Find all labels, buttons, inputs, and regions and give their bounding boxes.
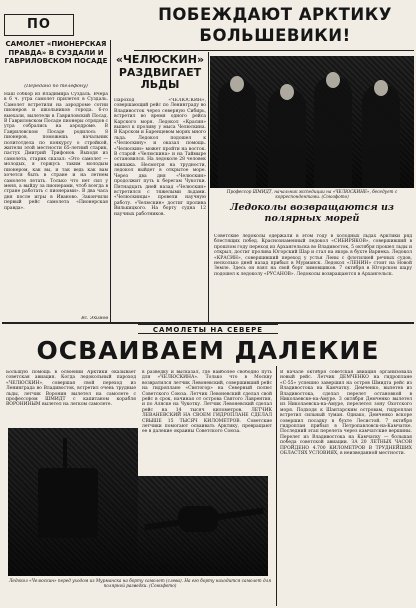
col1-body: Большую помощь в освоении Арктики оказывает советская авиация. Когда ледокольный пароход «ЧЕЛЮСКИН», совершая свой переход из Ленинграда во Владивосток, встретил очень трудные льды, летчик Воронин вылетел на самолете с профессором ШМИДТ с капитаном корабля ВОРОНИНЫМ вылетел на легком самолете.: [6, 370, 136, 408]
aircraft-photo: [138, 476, 268, 576]
person-face: [374, 80, 388, 96]
column-rule: [276, 366, 277, 606]
ice-story-headline: Ледоколы возвращаются из полярных морей: [230, 202, 394, 224]
arctic-photo-caption: Профессор ШМИДТ, начальник экспедиции на «ЧЕЛЮСКИНЕ», беседует с корреспондентами. (Союзфото): [226, 189, 398, 199]
ice-story-body: Советские ледоколы одержали в этом году в холодных льдах Арктики ряд блестящих побед. Краснознаменный ледокол «СИБИРЯКОВ», совершивший в прошлом году переход из Архангельска во Владивосток, 5 октября прошел льды и открыл, достиг пролива Югорский Шар и стал на якорь в бухте Варнека. Ледокол «КРАСИН», совершивший переход у устья Лены с флотилией речных судов, несколько дней назад прибыл в Мурманск. Ледокол «ЛЕНИН» стоит на Новой Земле. Здесь он взял на свой борт зимовщиков. 7 октября в Югорском шару подошел к ледоколу «РУСАНОВ». Ледоколы возвращаются в Архангельск.: [214, 234, 412, 277]
person-face: [280, 84, 294, 100]
col3-body: В начале октября советская авиация организовала новый рейс. Летчик ДЕМЧЕНКО на гидроплане «С-55» успешно завершил на остров Шмидта рейс из Владивостока на Камчатку. Демченко, вылетев из Владивостока, сделал перелет остановкой в Николаевске-на-Амуре. 3 октября Демченко вылетел из Николаевска-на-Амуре, перелетел зону Охотского моря. Подходя к Шантарским островам, гидроплан встретил сильный туман. Однако, Демченко вскоре совершил посадку в бухте Лесистой. 7 октября гидроплан прибыл в Петропавловск-на-Камчатке. Последний этап перелета через камчатские вершины. Перелет из Владивостока на Камчатку — большая победа советской авиации. ЗА 20 ЛЕТНЫХ ЧАСОВ ПРОЙДЕНО 4.700 КИЛОМЕТРОВ В ТРУДНЕЙШИХ ОБЛАСТЯХ УСЛОВИЯХ, в неизведанной местности.: [280, 370, 412, 457]
ship-mast: [63, 438, 67, 478]
column-rule: [208, 52, 209, 322]
person-figure: [268, 88, 306, 188]
column-rule: [110, 40, 111, 322]
person-face: [326, 72, 340, 88]
mid-story-headline: «ЧЕЛЮСКИН» РАЗДВИГАЕТ ЛЬДЫ: [115, 54, 205, 91]
masthead: [2, 2, 126, 38]
ship-hull: [38, 468, 98, 538]
aircraft-body: [178, 506, 218, 532]
mid-story-body: Пароход «ЧЕЛЮСКИН», совершающий рейс по Ленинграду во Владивосток через северную Сибирь, встретил во время одного рейса Карского моря. Ледокол «Красин» вышел к проливу у мыса Челюскина. В Карском и Баренцевом морях много льда. Ледокол подошел к «Челюскину» и оказал помощь. «Челюскин» может пройти на восток. В старой «Челюскина» и на Таймыре остановился. На ледоколе 28 человек экипажа. Несмотря на трудности, ледокол выйдет в открытое море. Через два дня «Челюскин» продолжит путь к берегам Чукотки. Пятнадцать дней назад «Челюскин» встретился с тяжелыми льдами. «Челюскинцы» провели научную работу. «Челюскин» достиг пролива Вилькицкого. На борту судна 12 научных работников.: [114, 98, 206, 217]
person-figure: [362, 84, 400, 188]
newspaper-logo: ПО: [4, 14, 74, 36]
col2-body: в разведку и высказал, где наиболее свободно путь для «ЧЕЛЮСКИНА». Только что в Москву возвратился летчик Левоневский, совершивший рейс на гидроплане «Святогор» на Северный полюс Советского Союза. Летчик Левоневский сделал свой рейс в срок, начиная от острова Святого Лаврентия, и по Аляске на Чукотку. Летчик Левоневский сделал рейс на 14 тысяч километров. ЛЕТЧИК ЛЕВАНЕВСКИЙ НА СВОЕМ ГИДРОПЛАНЕ СДЕЛАЛ СВЫШЕ 15 ТЫСЯЧ КИЛОМЕТРОВ. Советские летчики помогают осваивать Арктику, превращают ее в далекие окраины Советского Союза.: [142, 370, 272, 435]
icebreaker-photo: [8, 428, 138, 576]
person-figure: [218, 80, 256, 188]
left-story-dateline: (Передано по телефону): [24, 84, 88, 89]
person-figure: [314, 76, 352, 188]
left-story-byline: Вс. Экимов: [81, 316, 108, 321]
section-title: САМОЛЕТЫ НА СЕВЕРЕ: [138, 324, 278, 334]
person-face: [230, 76, 244, 92]
headline-rule: [134, 50, 414, 51]
main-headline: ПОБЕЖДАЮТ АРКТИКУ БОЛЬШЕВИКИ!: [158, 5, 392, 45]
plane-photo-caption: Ледокол «Челюскин» перед уходом из Мурманска на борту самолет (слева). На его борту находится самолет для полярной разведки. (Союзфото): [8, 578, 272, 588]
left-story-body: Наш собкор из Владимира Суздаль. Вчера в 6 ч. утра самолет прилетел в Суздаль. Самолет встретили на аэродроме сотни пионеров и школьников города. 6-го выехали, вылетели в Гавриловский Посад. В Гавриловском Посаде пионеры отрядов с утра собрались на аэродроме. В Гавриловском Посаде родилось 8 пионеров, поможешь начальник политотдела по конкурсу о стройкой, жители этой местности 65-летний старик, пастух Дмитрий Трифонов. Выходя из самолета, старик сказал: «Это самолет — молодых, я горжусь таким молодым пионером, как вы, и так ведь как вам хочется быть в стране и на летнем самолете летать. Только что нет сил у меня, а выйду за пионерами, чтоб всегда в стране работать с пионерами». В два часа дня после игры в Иваново. Закончили первый рейс самолета «Пионерская правда».: [4, 92, 108, 211]
arctic-expedition-photo: [210, 56, 414, 188]
left-story-headline: САМОЛЕТ «ПИОНЕРСКАЯ ПРАВДА» В СУЗДАЛИ И ГАВРИЛОВСКОМ ПОСАДЕ: [4, 40, 108, 66]
section-big-headline: ОСВАИВАЕМ ДАЛЕКИЕ: [36, 336, 380, 365]
